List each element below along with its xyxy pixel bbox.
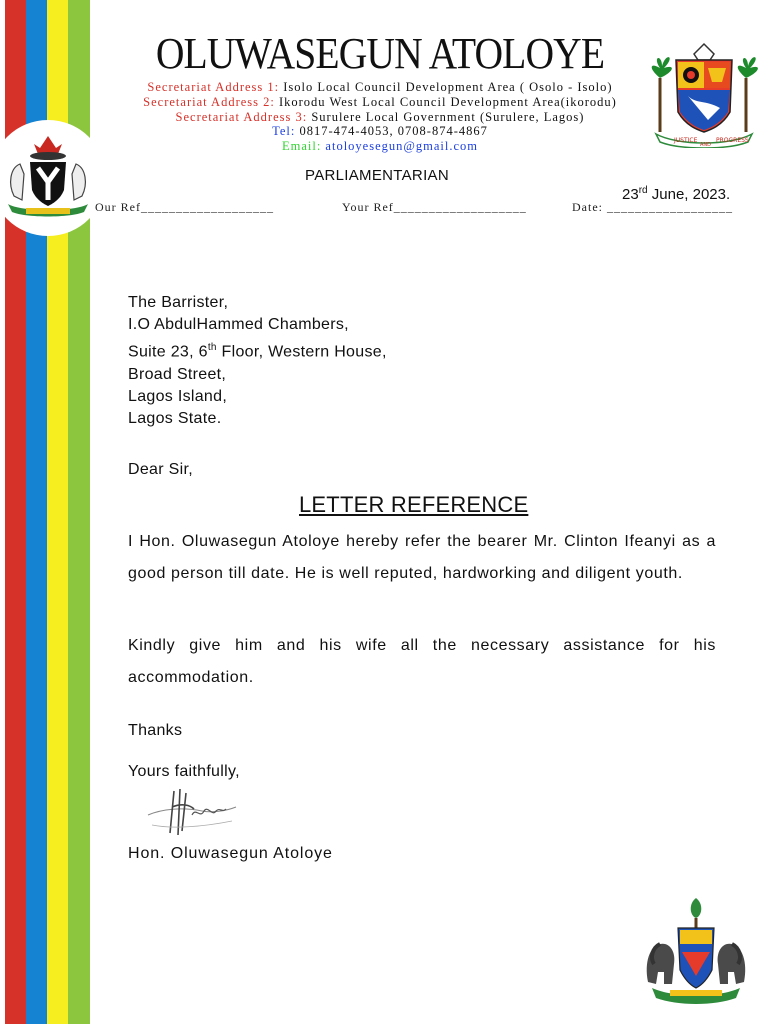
signature-image — [142, 785, 242, 846]
recipient-line-6: Lagos State. — [128, 410, 222, 428]
crest-banner-middle: AND — [700, 142, 712, 148]
address-3-label: Secretariat Address 3: — [175, 110, 308, 124]
closing-text: Yours faithfully, — [128, 763, 240, 780]
date-label: Date: __________________ — [572, 200, 733, 214]
lagos-state-crest-icon — [648, 38, 760, 153]
date-rest: June, 2023. — [647, 186, 731, 203]
letter-date — [622, 185, 730, 203]
address-3-value: Surulere Local Government (Surulere, Lagos) — [311, 110, 585, 124]
thanks-text: Thanks — [128, 722, 183, 739]
secretariat-address-1 — [95, 80, 665, 95]
our-ref: Our Ref___________________ — [95, 200, 274, 214]
recipient-address — [128, 292, 387, 431]
your-ref: Your Ref___________________ — [342, 200, 527, 214]
recipient-line-3b: Floor, Western House, — [216, 343, 387, 361]
recipient-line-4: Broad Street, — [128, 365, 227, 383]
recipient-line-3 — [128, 337, 387, 364]
crest-banner-left: JUSTICE — [674, 137, 698, 144]
tel-value: 0817-474-4053, 0708-874-4867 — [299, 124, 488, 138]
tel-label: Tel: — [272, 124, 296, 138]
recipient-line-3-sup: th — [207, 341, 217, 353]
date-day: 23 — [622, 186, 639, 203]
email-link[interactable]: atoloyesegun@gmail.com — [325, 139, 479, 153]
salutation: Dear Sir, — [128, 461, 193, 478]
role-title: PARLIAMENTARIAN — [305, 167, 449, 184]
email-label: Email: — [281, 139, 322, 153]
address-1-value: Isolo Local Council Development Area ( Osolo - Isolo) — [283, 80, 613, 94]
letter-subject: LETTER REFERENCE — [299, 492, 529, 517]
signatory-name: Hon. Oluwasegun Atoloye — [128, 845, 333, 862]
secretariat-address-2 — [95, 95, 665, 110]
secretariat-address-3 — [95, 110, 665, 125]
email-line — [95, 139, 665, 154]
letterhead-name: OLUWASEGUN ATOLOYE — [155, 29, 605, 78]
address-2-value: Ikorodu West Local Council Development Area(ikorodu) — [278, 95, 617, 109]
recipient-line-2: I.O AbdulHammed Chambers, — [128, 316, 349, 334]
date-suffix: rd — [638, 185, 648, 196]
address-2-label: Secretariat Address 2: — [143, 95, 275, 109]
body-paragraph-2: Kindly give him and his wife all the necessary assistance for his accommodation. — [128, 637, 716, 686]
crest-banner-right: PROGRESS — [716, 137, 749, 144]
nigeria-coat-of-arms-icon — [0, 120, 106, 236]
recipient-line-1: The Barrister, — [128, 294, 229, 311]
telephone-line — [95, 124, 665, 139]
address-1-label: Secretariat Address 1: — [147, 80, 280, 94]
body-paragraph-1: I Hon. Oluwasegun Atoloye hereby refer the bearer Mr. Clinton Ifeanyi as a good person till date. He is well reputed, hardworking and diligent youth. — [128, 533, 716, 582]
recipient-line-5: Lagos Island, — [128, 387, 228, 405]
recipient-line-3a: Suite 23, 6 — [128, 343, 208, 361]
lagos-elephant-crest-icon — [634, 892, 758, 1015]
